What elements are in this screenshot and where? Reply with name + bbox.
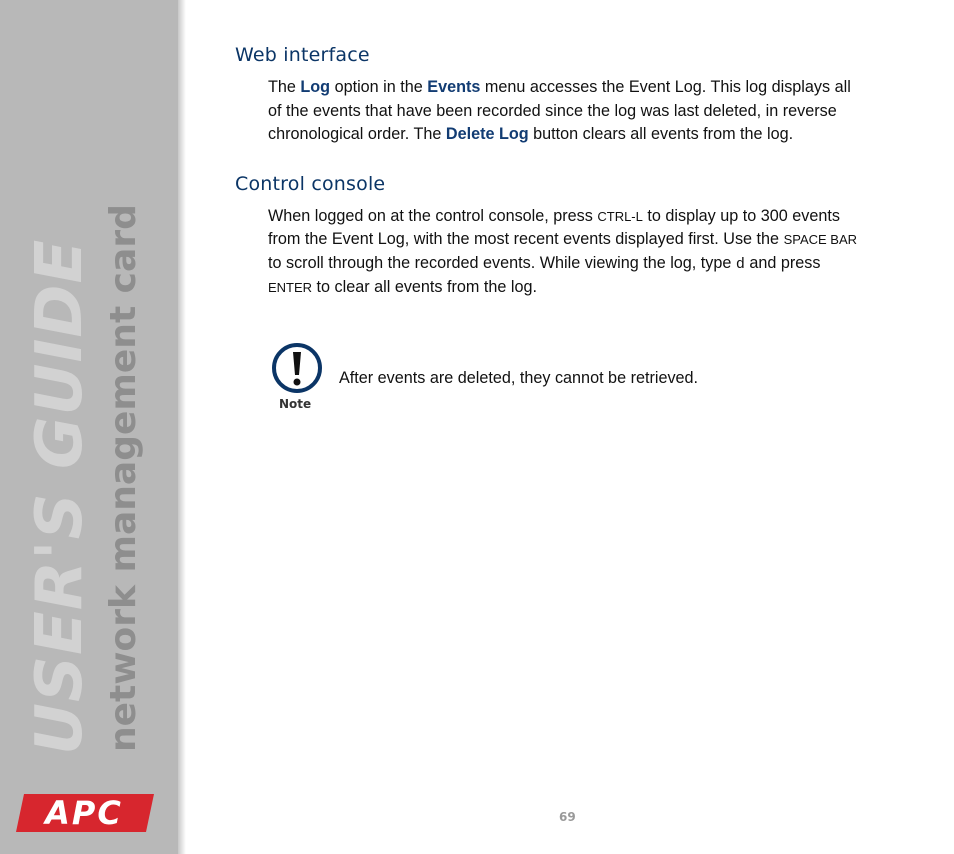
section-heading-control-console: Control console <box>235 172 386 195</box>
text-run: option in the <box>330 78 428 96</box>
text-run: When logged on at the control console, press <box>268 206 598 225</box>
command-d: d <box>735 255 745 273</box>
control-console-paragraph <box>268 205 868 300</box>
guide-subtitle: network management card <box>103 204 144 752</box>
svg-text:APC: APC <box>45 794 123 832</box>
keyword-log: Log <box>300 78 331 96</box>
text-run: button clears all events from the log. <box>528 125 794 143</box>
note-callout <box>269 343 889 415</box>
key-enter: ENTER <box>268 280 313 295</box>
key-ctrl-l: CTRL-L <box>597 208 643 224</box>
sidebar-shadow <box>178 0 186 854</box>
key-space-bar: SPACE BAR <box>783 232 858 247</box>
keyword-events: Events <box>427 78 481 96</box>
main-content <box>235 44 875 300</box>
control-console-section <box>235 173 875 300</box>
note-label: Note <box>279 397 312 411</box>
text-run: The <box>268 78 301 96</box>
web-interface-paragraph <box>268 76 868 147</box>
text-run: to scroll through the recorded events. While viewing the log, type <box>268 253 736 272</box>
text-run: to display up to 300 events from the Event Log, with the most recent events displayed first. Use the <box>268 206 840 248</box>
section-heading-web-interface: Web interface <box>235 44 370 66</box>
text-run: to clear all events from the log. <box>312 278 537 296</box>
page-number: 69 <box>559 810 576 824</box>
note-text: After events are deleted, they cannot be retrieved. <box>339 369 699 387</box>
sidebar <box>0 0 178 854</box>
apc-logo <box>16 794 154 832</box>
keyword-delete-log: Delete Log <box>445 125 529 143</box>
text-run: menu accesses the Event Log. This log displays all of the events that have been recorded since the log was last deleted, in reverse chronological order. The <box>268 78 851 143</box>
text-run: and press <box>744 253 821 272</box>
guide-title: USER'S GUIDE <box>23 238 97 755</box>
